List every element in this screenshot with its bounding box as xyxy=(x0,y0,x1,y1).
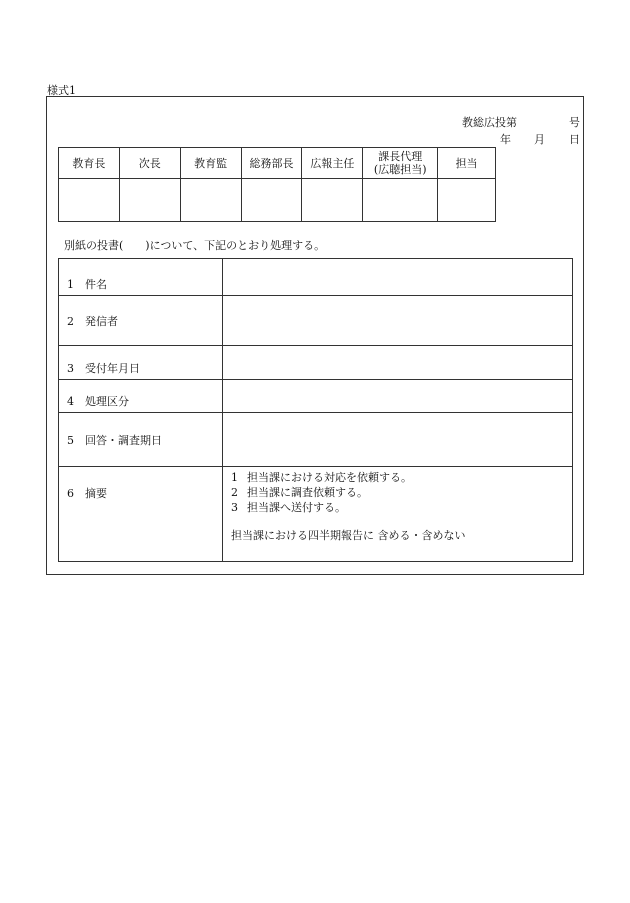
sender-field[interactable] xyxy=(223,296,573,346)
row-number: 5 xyxy=(67,433,74,447)
table-row xyxy=(59,413,573,467)
approval-header-deputy-manager-title: 課長代理 xyxy=(378,150,423,163)
document-number-label: 教総広投第 xyxy=(462,116,517,129)
row-label-text: 処理区分 xyxy=(85,395,129,408)
row-label-processing-category xyxy=(59,380,223,413)
intro-text: 別紙の投書( )について、下記のとおり処理する。 xyxy=(64,239,326,252)
row-label-text: 件名 xyxy=(85,278,107,291)
approval-header-superintendent: 教育長 xyxy=(59,148,120,179)
stamp-cell[interactable] xyxy=(59,179,120,222)
row-number: 2 xyxy=(67,314,74,328)
date-year: 年 xyxy=(500,133,511,146)
summary-option-text: 担当課へ送付する。 xyxy=(247,501,346,514)
approval-header-deputy: 次長 xyxy=(119,148,180,179)
row-label-text: 発信者 xyxy=(85,314,118,328)
row-number: 3 xyxy=(67,362,74,375)
row-label-reply-deadline xyxy=(59,413,223,467)
stamp-cell[interactable] xyxy=(180,179,241,222)
row-label-summary xyxy=(59,467,223,562)
summary-option-text: 担当課における対応を依頼する。 xyxy=(247,471,412,484)
reply-deadline-field[interactable] xyxy=(223,413,573,467)
processing-category-field[interactable] xyxy=(223,380,573,413)
approval-header-pr-chief: 広報主任 xyxy=(302,148,363,179)
stamp-cell[interactable] xyxy=(119,179,180,222)
approval-stamp-table xyxy=(58,147,496,222)
stamp-cell[interactable] xyxy=(363,179,438,222)
summary-option-number: 2 xyxy=(231,486,238,499)
summary-option-forward[interactable] xyxy=(231,500,564,515)
table-row xyxy=(59,467,573,562)
form-label: 様式1 xyxy=(47,84,76,97)
row-label-text: 受付年月日 xyxy=(85,362,140,375)
table-row xyxy=(59,380,573,413)
subject-field[interactable] xyxy=(223,259,573,296)
summary-field xyxy=(223,467,573,562)
summary-option-request-response[interactable] xyxy=(231,470,564,485)
summary-option-request-investigation[interactable] xyxy=(231,485,564,500)
row-label-received-date xyxy=(59,346,223,380)
date-day: 日 xyxy=(569,133,580,146)
row-number: 6 xyxy=(67,487,74,500)
stamp-cell[interactable] xyxy=(302,179,363,222)
table-row xyxy=(59,296,573,346)
document-number-suffix: 号 xyxy=(569,116,580,129)
table-row xyxy=(59,346,573,380)
row-number: 1 xyxy=(67,278,74,291)
date-month: 月 xyxy=(534,133,545,146)
stamp-cell[interactable] xyxy=(438,179,496,222)
approval-header-supervisor: 教育監 xyxy=(180,148,241,179)
issue-date xyxy=(500,131,580,145)
approval-header-deputy-manager-sub: (広聴担当) xyxy=(373,163,427,176)
stamp-cell[interactable] xyxy=(241,179,302,222)
summary-spacer xyxy=(231,515,564,528)
approval-header-general-affairs-director: 総務部長 xyxy=(241,148,302,179)
row-number: 4 xyxy=(67,395,74,408)
approval-header-deputy-manager xyxy=(363,148,438,179)
summary-option-text: 担当課に調査依頼する。 xyxy=(247,486,368,499)
summary-option-number: 1 xyxy=(231,471,238,484)
row-label-sender xyxy=(59,296,223,346)
approval-header-staff: 担当 xyxy=(438,148,496,179)
row-label-subject xyxy=(59,259,223,296)
row-label-text: 回答・調査期日 xyxy=(85,433,162,447)
table-row xyxy=(59,259,573,296)
detail-table xyxy=(58,258,573,562)
quarterly-report-option[interactable]: 担当課における四半期報告に 含める・含めない xyxy=(231,529,466,542)
summary-option-number: 3 xyxy=(231,501,238,514)
row-label-text: 摘要 xyxy=(85,487,107,500)
received-date-field[interactable] xyxy=(223,346,573,380)
